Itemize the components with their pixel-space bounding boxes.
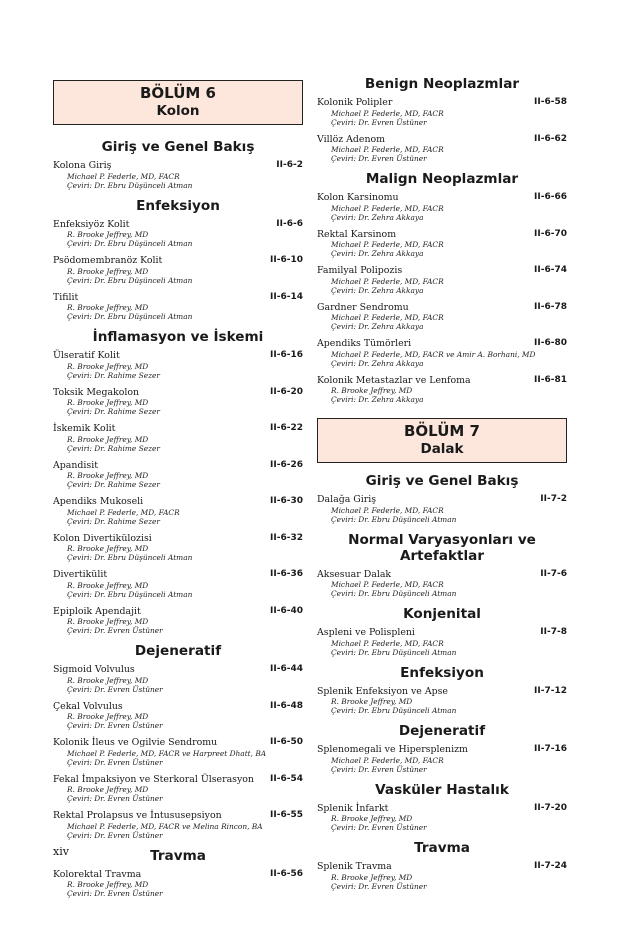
toc-entry: [53, 737, 303, 767]
section-title: İnflamasyon ve İskemi: [92, 329, 264, 345]
section-title: Dejeneratif: [398, 723, 486, 739]
toc-entry: [53, 423, 303, 453]
toc-entry-translator: Çeviri: Dr. Ebru Düşünceli Atman: [67, 589, 193, 599]
toc-entry-page: II-7-2: [540, 494, 567, 504]
toc-entry-head: [317, 803, 567, 815]
toc-entry: [317, 97, 567, 127]
page-number: xiv: [53, 845, 69, 858]
toc-entry-author: R. Brooke Jeffrey, MD: [67, 266, 149, 276]
toc-entry-translator: Çeviri: Dr. Zehra Akkaya: [331, 322, 424, 331]
toc-entry-page: II-6-50: [270, 737, 303, 747]
toc-entry-title: Splenomegali ve Hipersplenizm: [317, 744, 468, 755]
toc-entry-author: R. Brooke Jeffrey, MD: [67, 580, 149, 590]
toc-entry-author: Michael P. Federle, MD, FACR: [331, 580, 444, 589]
toc-entry-translator: Çeviri: Dr. Evren Üstüner: [67, 757, 163, 767]
toc-entry-author: R. Brooke Jeffrey, MD: [67, 880, 149, 889]
toc-entry-author: R. Brooke Jeffrey, MD: [331, 872, 413, 882]
toc-entry-translator: Çeviri: Dr. Zehra Akkaya: [331, 358, 424, 368]
toc-entry-translator: Çeviri: Dr. Rahime Sezer: [67, 443, 160, 453]
toc-entry-head: [317, 375, 567, 387]
toc-entry-title: Kolorektal Travma: [53, 868, 142, 880]
toc-entry-translator: Çeviri: Dr. Zehra Akkaya: [331, 249, 424, 258]
toc-entry-head: [317, 744, 567, 756]
section-title: Travma: [150, 847, 206, 864]
toc-entry-page: II-6-22: [270, 423, 303, 433]
toc-entry-head: [53, 606, 303, 618]
toc-entry-translator: Çeviri: Dr. Ebru Düşünceli Atman: [331, 589, 457, 598]
toc-entry-title: Rektal Karsinom: [317, 228, 397, 240]
toc-entry-title: İskemik Kolit: [53, 423, 116, 434]
toc-entry-head: [53, 664, 303, 676]
toc-entry-author: Michael P. Federle, MD, FACR: [331, 313, 444, 322]
toc-entry: [317, 627, 567, 657]
toc-entry-author: Michael P. Federle, MD, FACR: [331, 108, 444, 118]
toc-entry-author: Michael P. Federle, MD, FACR: [331, 276, 444, 286]
toc-entry-author: R. Brooke Jeffrey, MD: [67, 230, 149, 239]
toc-entry-head: [317, 686, 567, 698]
toc-entry-author: R. Brooke Jeffrey, MD: [67, 617, 149, 626]
toc-entry-translator: Çeviri: Dr. Evren Üstüner: [67, 721, 163, 730]
toc-entry-author: Michael P. Federle, MD, FACR ve Melina Rincon, BA: [67, 821, 263, 831]
toc-entry-title: Çekal Volvulus: [53, 700, 123, 712]
toc-entry: [317, 803, 567, 833]
toc-entry-page: II-6-6: [276, 218, 303, 229]
toc-entry-page: II-7-20: [534, 802, 567, 813]
section-title: Vasküler Hastalık: [375, 781, 509, 798]
toc-entry-page: II-6-56: [270, 868, 303, 879]
toc-entry-head: [53, 460, 303, 472]
toc-entry-translator: Çeviri: Dr. Evren Üstüner: [67, 626, 163, 635]
toc-entry-page: II-6-16: [270, 350, 303, 360]
toc-entry-title: Kolonik Polipler: [317, 97, 393, 108]
toc-entry: [53, 350, 303, 380]
toc-entry-page: II-6-55: [270, 810, 303, 820]
toc-entry-title: Fekal İmpaksiyon ve Sterkoral Ülserasyon: [53, 773, 254, 785]
toc-entry-translator: Çeviri: Dr. Ebru Düşünceli Atman: [67, 239, 193, 248]
toc-entry-head: [53, 423, 303, 435]
toc-entry-page: II-6-40: [270, 605, 303, 616]
section-title: Normal Varyasyonları ve Artefaktlar: [348, 531, 536, 564]
toc-entry-title: Aksesuar Dalak: [317, 568, 392, 580]
toc-entry-page: II-6-30: [270, 496, 303, 506]
toc-entry-author: R. Brooke Jeffrey, MD: [67, 675, 149, 685]
toc-entry-head: [317, 265, 567, 277]
toc-entry-title: Splenik İnfarkt: [317, 802, 389, 814]
toc-entry-title: Kolon Karsinomu: [317, 192, 399, 203]
toc-entry-author: Michael P. Federle, MD, FACR ve Amir A. Borhani, MD: [331, 349, 536, 359]
toc-entry-author: Michael P. Federle, MD, FACR: [331, 203, 444, 213]
toc-entry-page: II-7-16: [534, 744, 567, 754]
toc-entry-head: [53, 701, 303, 713]
toc-entry-title: Enfeksiyöz Kolit: [53, 218, 130, 230]
toc-entry-title: Aspleni ve Polispleni: [317, 627, 415, 638]
toc-entry-head: [53, 160, 303, 172]
toc-entry-head: [53, 496, 303, 508]
toc-entry-title: Tifilit: [53, 291, 79, 303]
toc-entry-translator: Çeviri: Dr. Rahime Sezer: [67, 480, 160, 489]
toc-entry: [53, 160, 303, 190]
toc-entry: [53, 810, 303, 840]
toc-entry-author: R. Brooke Jeffrey, MD: [331, 814, 413, 823]
toc-entry-author: R. Brooke Jeffrey, MD: [67, 434, 149, 444]
toc-entry-head: [53, 255, 303, 267]
toc-entry-author: R. Brooke Jeffrey, MD: [67, 471, 149, 480]
toc-entry-title: Epiploik Apendajit: [53, 605, 141, 617]
toc-entry-page: II-7-12: [534, 685, 567, 696]
toc-entry-title: Apendiks Tümörleri: [317, 338, 412, 349]
toc-entry-head: [317, 494, 567, 506]
toc-entry-page: II-6-44: [270, 664, 303, 674]
toc-entry-translator: Çeviri: Dr. Ebru Düşünceli Atman: [331, 706, 457, 715]
toc-entry: [53, 774, 303, 804]
toc-entry-translator: Çeviri: Dr. Evren Üstüner: [67, 889, 163, 898]
right-column: [317, 76, 567, 898]
toc-entry: [53, 664, 303, 694]
toc-entry-author: R. Brooke Jeffrey, MD: [67, 712, 149, 721]
toc-entry-author: Michael P. Federle, MD, FACR ve Harpreet Dhatt, BA: [67, 748, 267, 758]
toc-entry: [317, 192, 567, 222]
toc-entry: [317, 134, 567, 164]
toc-entry: [317, 569, 567, 599]
section-title: Konjenital: [403, 606, 481, 622]
toc-entry-head: [53, 737, 303, 749]
toc-entry-head: [53, 869, 303, 881]
toc-entry: [317, 744, 567, 774]
toc-entry-page: II-6-20: [270, 386, 303, 397]
toc-entry-head: [317, 861, 567, 873]
toc-entry-translator: Çeviri: Dr. Evren Üstüner: [67, 794, 163, 803]
toc-entry-title: Toksik Megakolon: [53, 386, 140, 398]
toc-entry-head: [53, 774, 303, 786]
toc-entry-page: II-6-26: [270, 459, 303, 470]
toc-entry-page: II-6-36: [270, 569, 303, 579]
toc-entry-author: R. Brooke Jeffrey, MD: [67, 361, 149, 371]
toc-entry-page: II-6-10: [270, 255, 303, 265]
toc-entry-title: Sigmoid Volvulus: [53, 664, 135, 675]
toc-entry-head: [317, 229, 567, 241]
toc-entry-head: [53, 292, 303, 304]
toc-entry-page: II-6-66: [534, 192, 567, 202]
toc-entry-author: Michael P. Federle, MD, FACR: [331, 145, 444, 154]
toc-entry-translator: Çeviri: Dr. Ebru Düşünceli Atman: [67, 180, 193, 190]
toc-entry-page: II-6-80: [534, 338, 567, 348]
toc-entry-title: Dalağa Giriş: [317, 494, 377, 505]
toc-entry-author: Michael P. Federle, MD, FACR: [67, 507, 180, 517]
toc-entry-page: II-6-32: [270, 532, 303, 543]
toc-entry-author: Michael P. Federle, MD, FACR: [331, 240, 444, 249]
toc-entry-author: R. Brooke Jeffrey, MD: [67, 544, 149, 553]
toc-entry-head: [317, 569, 567, 581]
toc-entry-title: Rektal Prolapsus ve İntususepsiyon: [53, 810, 222, 821]
toc-entry-author: Michael P. Federle, MD, FACR: [67, 171, 180, 181]
toc-entry: [53, 292, 303, 322]
toc-entry-head: [53, 533, 303, 545]
toc-entry: [317, 375, 567, 405]
section-title: Benign Neoplazmlar: [364, 76, 520, 92]
toc-entry-author: R. Brooke Jeffrey, MD: [331, 697, 413, 706]
chapter-number: BÖLÜM 7: [404, 422, 480, 440]
section-title: Giriş ve Genel Bakış: [365, 473, 519, 489]
section-title: Enfeksiyon: [136, 197, 220, 214]
toc-entry-head: [317, 627, 567, 639]
toc-entry-author: Michael P. Federle, MD, FACR: [331, 755, 444, 765]
toc-entry-title: Splenik Travma: [317, 861, 392, 872]
toc-entry-author: Michael P. Federle, MD, FACR: [331, 505, 444, 515]
toc-entry-translator: Çeviri: Dr. Rahime Sezer: [67, 516, 160, 526]
toc-entry-translator: Çeviri: Dr. Ebru Düşünceli Atman: [331, 647, 457, 657]
toc-entry-head: [317, 134, 567, 146]
toc-entry-title: Familyal Polipozis: [317, 265, 403, 276]
toc-entry: [53, 460, 303, 490]
toc-entry-title: Kolonik İleus ve Ogilvie Sendromu: [53, 737, 218, 748]
toc-entry: [317, 494, 567, 524]
toc-sections: [317, 76, 567, 404]
toc-entry-title: Kolonik Metastazlar ve Lenfoma: [317, 374, 471, 386]
toc-entry-title: Splenik Enfeksiyon ve Apse: [317, 685, 448, 697]
toc-entry: [317, 861, 567, 891]
toc-entry-author: Michael P. Federle, MD, FACR: [331, 638, 444, 648]
toc-entry-author: R. Brooke Jeffrey, MD: [67, 303, 149, 312]
toc-entry: [53, 387, 303, 417]
chapter-number: BÖLÜM 6: [140, 84, 216, 102]
toc-entry-page: II-6-62: [534, 133, 567, 144]
toc-entry-page: II-6-54: [270, 773, 303, 784]
toc-entry-page: II-6-70: [534, 228, 567, 239]
toc-entry: [53, 606, 303, 636]
toc-entry: [317, 265, 567, 295]
toc-entry-translator: Çeviri: Dr. Zehra Akkaya: [331, 395, 424, 404]
toc-entry-author: R. Brooke Jeffrey, MD: [331, 386, 413, 395]
toc-entry-page: II-7-6: [540, 568, 567, 579]
section-title: Giriş ve Genel Bakış: [101, 139, 255, 155]
toc-entry-page: II-6-74: [534, 265, 567, 275]
toc-entry-title: Gardner Sendromu: [317, 301, 409, 313]
toc-entry-translator: Çeviri: Dr. Evren Üstüner: [331, 117, 427, 127]
toc-entry: [53, 533, 303, 563]
toc-entry-translator: Çeviri: Dr. Ebru Düşünceli Atman: [67, 275, 193, 285]
toc-entry-page: II-6-48: [270, 700, 303, 711]
toc-entry-translator: Çeviri: Dr. Evren Üstüner: [331, 881, 427, 891]
chapter-name: Dalak: [420, 441, 464, 457]
toc-sections: [317, 473, 567, 891]
toc-entry-translator: Çeviri: Dr. Evren Üstüner: [331, 823, 427, 832]
chapter-box: [53, 80, 303, 125]
toc-entry-title: Villöz Adenom: [317, 133, 386, 145]
toc-entry-translator: Çeviri: Dr. Ebru Düşünceli Atman: [67, 312, 193, 321]
toc-entry-translator: Çeviri: Dr. Evren Üstüner: [67, 830, 163, 840]
toc-entry-page: II-6-58: [534, 97, 567, 107]
toc-entry-author: R. Brooke Jeffrey, MD: [67, 785, 149, 794]
toc-entry-page: II-6-78: [534, 301, 567, 312]
section-title: Malign Neoplazmlar: [365, 171, 519, 187]
toc-entry-translator: Çeviri: Dr. Ebru Düşünceli Atman: [67, 553, 193, 562]
toc-entry: [317, 686, 567, 716]
toc-entry-translator: Çeviri: Dr. Evren Üstüner: [67, 684, 163, 694]
section-title: Dejeneratif: [134, 643, 222, 659]
toc-entry-head: [53, 350, 303, 362]
left-column: [53, 76, 303, 905]
section-title: Enfeksiyon: [400, 664, 484, 681]
toc-entry-page: II-6-14: [270, 291, 303, 302]
toc-entry-author: R. Brooke Jeffrey, MD: [67, 398, 149, 407]
toc-entry-title: Divertikülit: [53, 569, 108, 580]
toc-entry: [53, 569, 303, 599]
toc-entry-head: [317, 302, 567, 314]
toc-entry-title: Ülseratif Kolit: [53, 350, 120, 361]
section-title: Travma: [414, 840, 470, 856]
toc-entry: [53, 219, 303, 249]
toc-entry-translator: Çeviri: Dr. Evren Üstüner: [331, 764, 427, 774]
toc-entry-page: II-6-2: [276, 160, 303, 170]
toc-entry-head: [317, 192, 567, 204]
toc-entry-page: II-7-24: [534, 861, 567, 871]
toc-entry-title: Kolon Divertikülozisi: [53, 532, 152, 544]
toc-entry-title: Apendiks Mukoseli: [53, 496, 144, 507]
toc-entry: [317, 302, 567, 332]
toc-entry-head: [317, 338, 567, 350]
toc-entry-head: [53, 569, 303, 581]
toc-entry-translator: Çeviri: Dr. Rahime Sezer: [67, 370, 160, 380]
chapter-box: [317, 418, 567, 463]
toc-entry-title: Kolona Giriş: [53, 160, 112, 171]
toc-entry-title: Apandisit: [53, 459, 98, 471]
toc-entry-translator: Çeviri: Dr. Ebru Düşünceli Atman: [331, 514, 457, 524]
toc-entry-page: II-6-81: [534, 374, 567, 385]
chapter-name: Kolon: [156, 103, 200, 119]
toc-sections: [53, 139, 303, 898]
toc-entry-page: II-7-8: [540, 627, 567, 637]
toc-entry-head: [53, 387, 303, 399]
toc-entry-translator: Çeviri: Dr. Zehra Akkaya: [331, 212, 424, 222]
toc-entry-translator: Çeviri: Dr. Zehra Akkaya: [331, 285, 424, 295]
toc-entry-title: Psödomembranöz Kolit: [53, 255, 163, 266]
toc-entry: [317, 229, 567, 259]
toc-entry-head: [53, 810, 303, 822]
toc-entry-head: [53, 219, 303, 231]
toc-entry-head: [317, 97, 567, 109]
toc-entry: [53, 496, 303, 526]
toc-entry-translator: Çeviri: Dr. Rahime Sezer: [67, 407, 160, 416]
toc-entry: [317, 338, 567, 368]
toc-entry: [53, 701, 303, 731]
toc-entry: [53, 255, 303, 285]
toc-entry-translator: Çeviri: Dr. Evren Üstüner: [331, 154, 427, 163]
toc-entry: [53, 869, 303, 899]
